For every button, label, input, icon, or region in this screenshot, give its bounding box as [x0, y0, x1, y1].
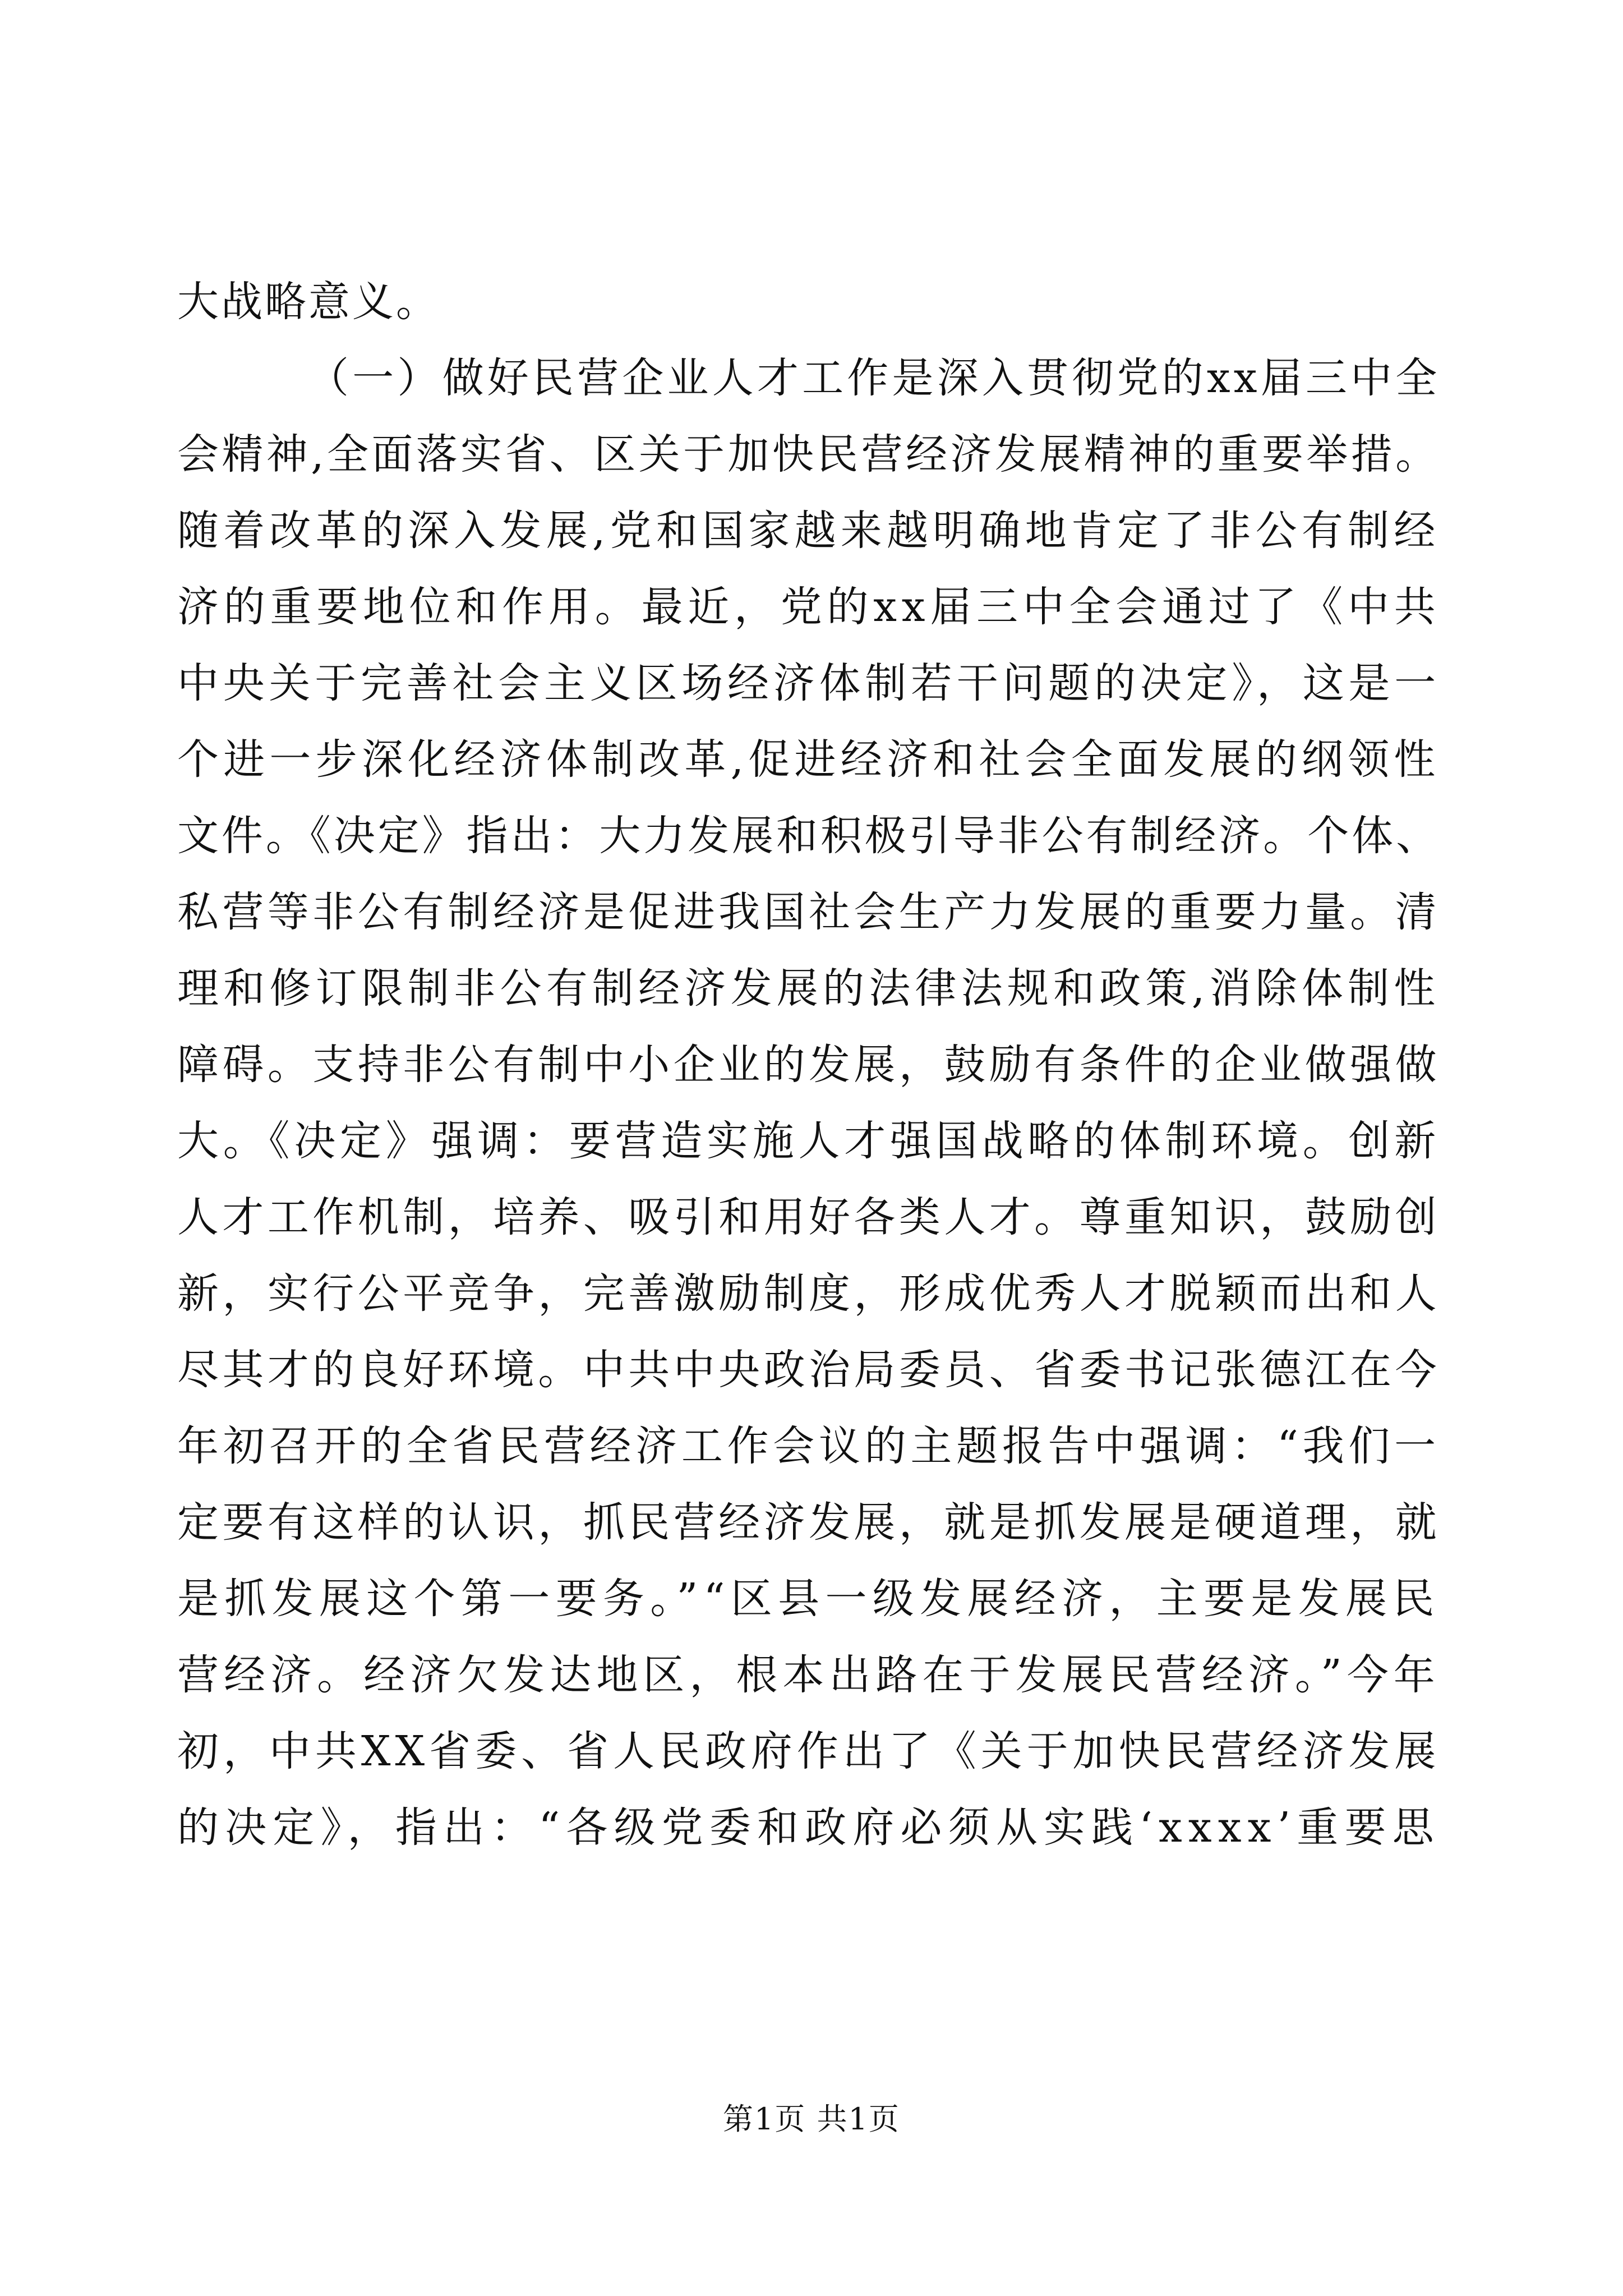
page-number-footer: 第1页 共1页 — [723, 2101, 900, 2137]
paragraph-line: 随着改革的深入发展,党和国家越来越明确地肯定了非公有制经 — [177, 507, 1440, 555]
paragraph-line: 障碍。支持非公有制中小企业的发展，鼓励有条件的企业做强做 — [177, 1041, 1440, 1089]
paragraph-line: 定要有这样的认识，抓民营经济发展，就是抓发展是硬道理，就 — [177, 1498, 1440, 1547]
paragraph-line: 中央关于完善社会主义区场经济体制若干问题的决定》，这是一 — [177, 659, 1440, 707]
paragraph-line: 人才工作机制，培养、吸引和用好各类人才。尊重知识，鼓励创 — [177, 1193, 1440, 1241]
paragraph-line: 理和修订限制非公有制经济发展的法律法规和政策,消除体制性 — [177, 964, 1440, 1013]
paragraph-line: 新，实行公平竞争，完善激励制度，形成优秀人才脱颖而出和人 — [177, 1269, 1440, 1318]
paragraph-line: 会精神,全面落实省、区关于加快民营经济发展精神的重要举措。 — [177, 430, 1440, 478]
paragraph-line: 尽其才的良好环境。中共中央政治局委员、省委书记张德江在今 — [177, 1346, 1440, 1394]
paragraph-line: 营经济。经济欠发达地区，根本出路在于发展民营经济。”今年 — [177, 1651, 1440, 1699]
paragraph-line: 济的重要地位和作用。最近，党的xx届三中全会通过了《中共 — [177, 583, 1441, 631]
paragraph-line: 初，中共XX省委、省人民政府作出了《关于加快民营经济发展 — [177, 1727, 1441, 1775]
paragraph-line: 是抓发展这个第一要务。”“区县一级发展经济，主要是发展民 — [177, 1575, 1440, 1623]
paragraph-line: 私营等非公有制经济是促进我国社会生产力发展的重要力量。清 — [177, 888, 1440, 936]
paragraph-line: 的决定》，指出：“各级党委和政府必须从实践‘xxxx’重要思 — [177, 1803, 1440, 1852]
paragraph-line: 大。《决定》强调：要营造实施人才强国战略的体制环境。创新 — [177, 1117, 1440, 1165]
paragraph-line: （一）做好民营企业人才工作是深入贯彻党的xx届三中全 — [307, 354, 1441, 402]
paragraph-line: 个进一步深化经济体制改革,促进经济和社会全面发展的纲领性 — [177, 735, 1440, 784]
paragraph-line: 文件。《决定》指出：大力发展和积极引导非公有制经济。个体、 — [177, 812, 1440, 860]
paragraph-line: 年初召开的全省民营经济工作会议的主题报告中强调：“我们一 — [177, 1422, 1440, 1470]
paragraph-line: 大战略意义。 — [177, 278, 440, 326]
